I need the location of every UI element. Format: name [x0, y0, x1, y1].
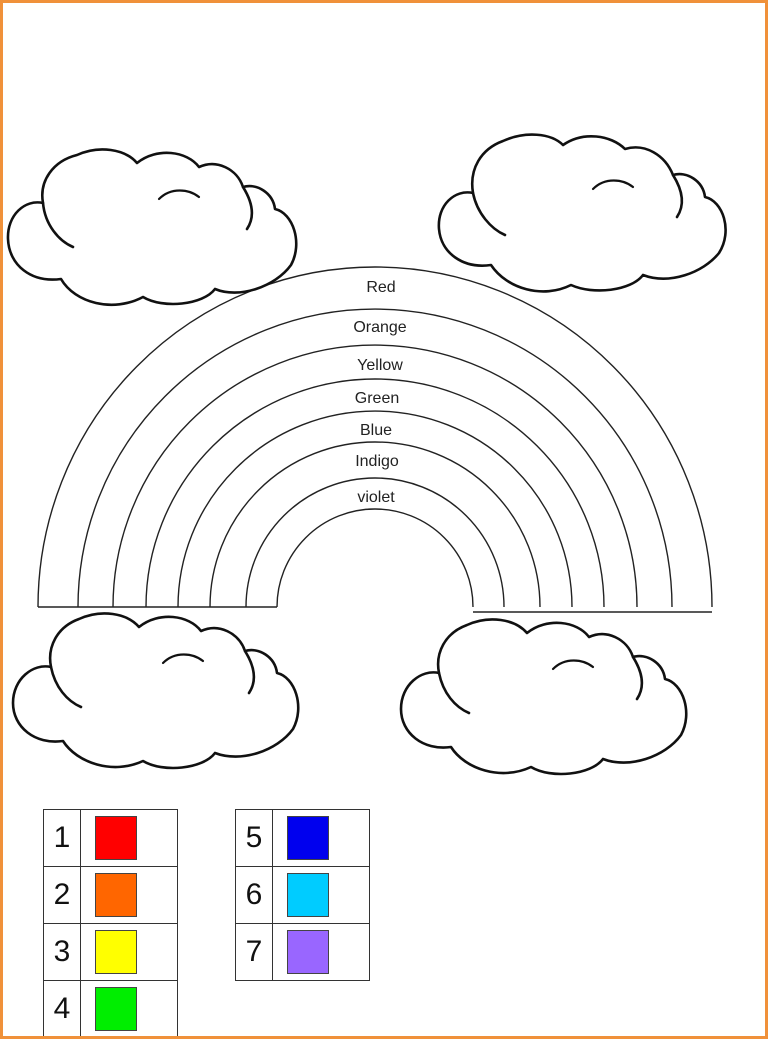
key-number: 4: [44, 981, 81, 1038]
cloud-bottom-right: [401, 619, 686, 774]
cloud-top-left: [8, 149, 296, 304]
key-row-5: [236, 810, 370, 867]
band-labels: [353, 279, 406, 506]
color-swatch-green: [95, 987, 137, 1031]
color-swatch-purple: [287, 930, 329, 974]
key-row-4: [44, 981, 178, 1038]
key-number: 5: [236, 810, 273, 867]
rainbow-arc-3: [113, 345, 637, 607]
color-swatch-orange: [95, 873, 137, 917]
key-number: 1: [44, 810, 81, 867]
key-row-3: [44, 924, 178, 981]
key-row-1: [44, 810, 178, 867]
band-label-indigo: Indigo: [355, 453, 399, 470]
color-swatch-light-blue: [287, 873, 329, 917]
band-label-orange: Orange: [353, 319, 407, 336]
color-key-right: [235, 809, 370, 981]
band-label-violet: violet: [357, 489, 395, 506]
color-key-left: [43, 809, 178, 1038]
band-label-green: Green: [354, 390, 400, 407]
rainbow-arc-8: [277, 509, 473, 607]
color-swatch-blue: [287, 816, 329, 860]
key-number: 2: [44, 867, 81, 924]
cloud-top-right: [439, 135, 726, 292]
band-label-red: Red: [366, 279, 396, 296]
key-number: 6: [236, 867, 273, 924]
key-number: 7: [236, 924, 273, 981]
key-row-2: [44, 867, 178, 924]
key-number: 3: [44, 924, 81, 981]
color-swatch-red: [95, 816, 137, 860]
key-row-6: [236, 867, 370, 924]
key-row-7: [236, 924, 370, 981]
band-label-blue: Blue: [359, 422, 393, 439]
color-swatch-yellow: [95, 930, 137, 974]
cloud-bottom-left: [13, 613, 298, 768]
band-label-yellow: Yellow: [357, 357, 403, 374]
